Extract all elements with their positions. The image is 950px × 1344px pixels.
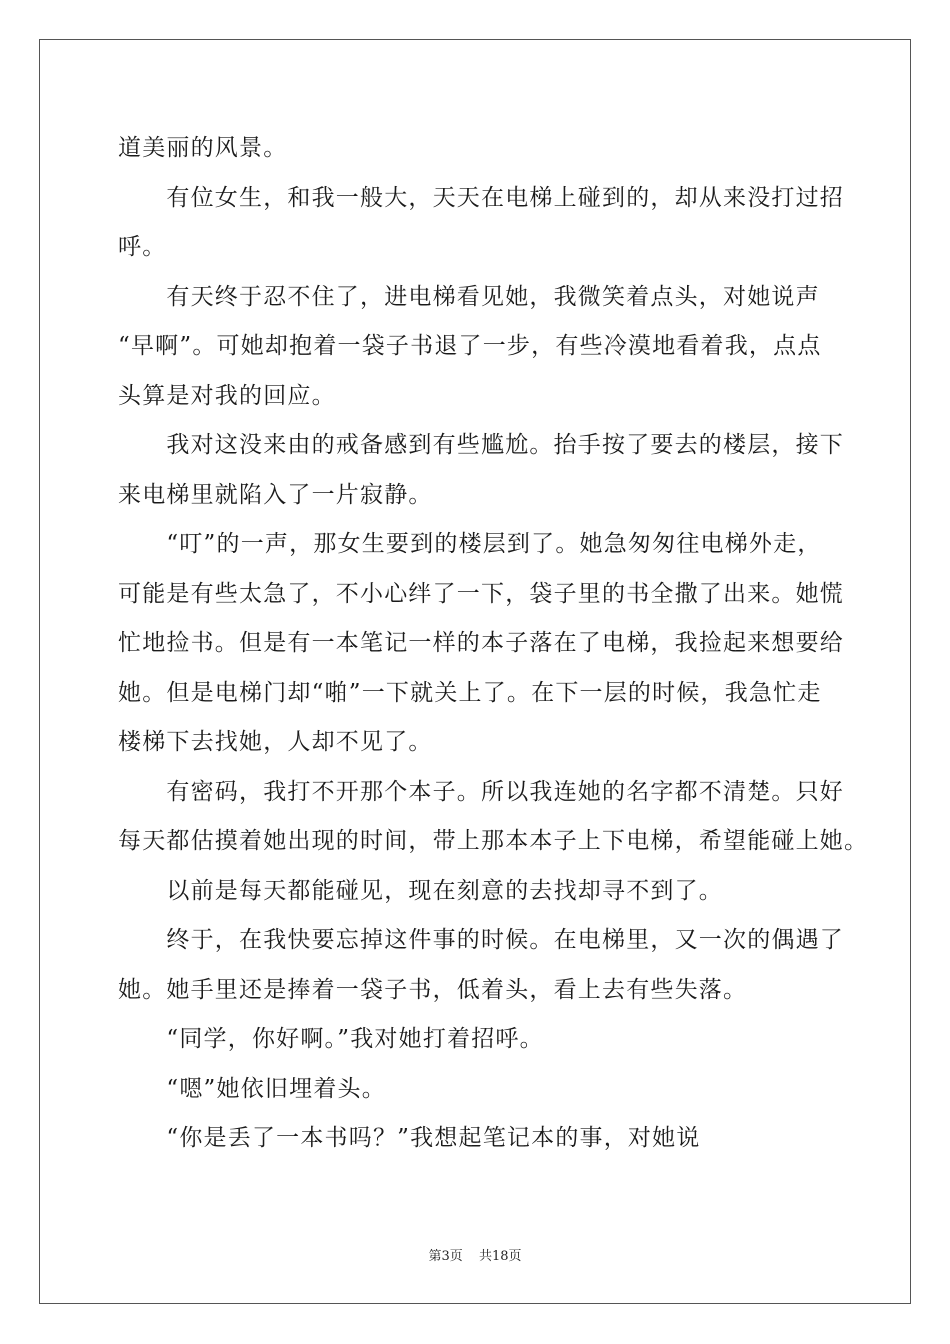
text-line: 楼梯下去找她，人却不见了。 bbox=[118, 729, 433, 755]
page-footer bbox=[0, 1245, 950, 1264]
text-line: 有位女生，和我一般大，天天在电梯上碰到的，却从来没打过招 bbox=[118, 184, 844, 211]
page-number: 第3页 bbox=[428, 1249, 463, 1264]
text-line: “你是丢了一本书吗？”我想起笔记本的事，对她说 bbox=[118, 1125, 701, 1151]
text-line: 她。但是电梯门却“啪”一下就关上了。在下一层的时候，我急忙走 bbox=[118, 679, 822, 706]
text-line: “早啊”。可她却抱着一袋子书退了一步，有些冷漠地看着我，点点 bbox=[118, 333, 822, 359]
text-line: 忙地捡书。但是有一本笔记一样的本子落在了电梯，我捡起来想要给 bbox=[118, 630, 844, 656]
page-total: 共18页 bbox=[478, 1249, 522, 1264]
text-line: “嗯”她依旧埋着头。 bbox=[118, 1075, 386, 1102]
text-line: 每天都估摸着她出现的时间，带上那本本子上下电梯，希望能碰上她。 bbox=[118, 828, 869, 854]
text-line: 呼。 bbox=[118, 234, 167, 260]
text-line: 有密码，我打不开那个本子。所以我连她的名字都不清楚。只好 bbox=[118, 778, 844, 805]
text-line: 我对这没来由的戒备感到有些尴尬。抬手按了要去的楼层，接下 bbox=[118, 432, 844, 458]
text-line: 来电梯里就陷入了一片寂静。 bbox=[118, 481, 433, 508]
document-body bbox=[118, 124, 869, 1164]
text-line: “叮”的一声，那女生要到的楼层到了。她急匆匆往电梯外走， bbox=[118, 531, 822, 557]
text-line: 终于，在我快要忘掉这件事的时候。在电梯里，又一次的偶遇了 bbox=[118, 927, 844, 953]
text-line: 可能是有些太急了，不小心绊了一下，袋子里的书全撒了出来。她慌 bbox=[118, 580, 844, 607]
text-line: 头算是对我的回应。 bbox=[118, 382, 336, 409]
text-line: 以前是每天都能碰见，现在刻意的去找却寻不到了。 bbox=[118, 877, 723, 904]
text-line: 有天终于忍不住了，进电梯看见她，我微笑着点头，对她说声 bbox=[118, 283, 820, 310]
text-line: 她。她手里还是捧着一袋子书，低着头，看上去有些失落。 bbox=[118, 976, 748, 1003]
text-line: 道美丽的风景。 bbox=[118, 135, 288, 161]
text-line: “同学，你好啊。”我对她打着招呼。 bbox=[118, 1026, 544, 1052]
